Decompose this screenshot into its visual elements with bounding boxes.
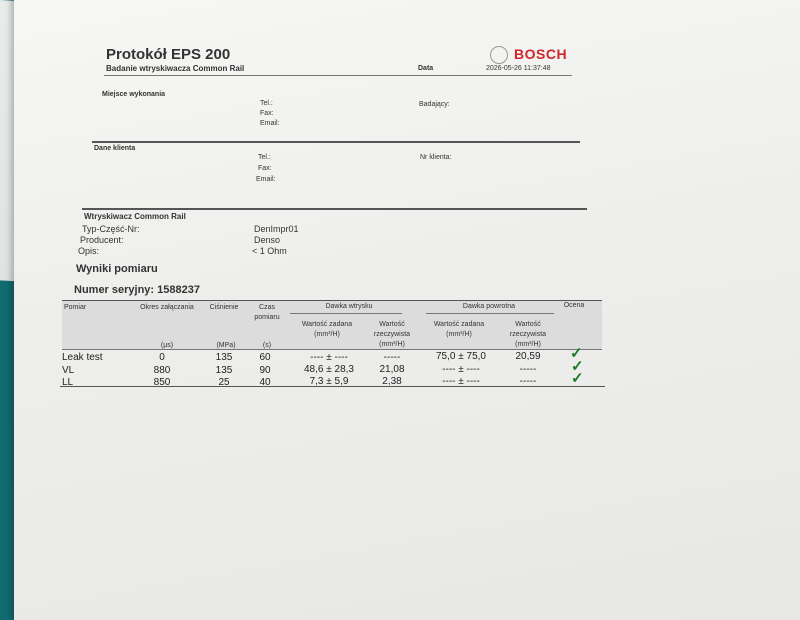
row-wz2: 75,0 ± 75,0 [436,351,486,362]
client-fax: Fax: [258,165,272,172]
results-heading: Wyniki pomiaru [76,263,158,275]
row-wr1: 2,38 [382,376,402,387]
check-icon: ✓ [570,345,583,362]
client-number-label: Nr klienta: [420,154,452,161]
place-tel: Tel.: [260,100,273,107]
col-wz1-header: Wartość zadana (mm³/H) [301,321,353,338]
row-wz2: ---- ± ---- [442,376,480,387]
document-title: Protokół EPS 200 [106,46,231,63]
row-cisnienie: 25 [218,377,230,388]
document-subtitle: Badanie wtryskiwacza Common Rail [106,64,245,73]
col-dawka-powrotna-header: Dawka powrotna [462,303,516,310]
cisnienie-unit: (MPa) [216,342,236,349]
check-icon: ✓ [571,358,584,375]
col-wz2-header: Wartość zadana (mm³/H) [433,321,485,338]
row-wr2: ----- [519,376,537,387]
row-wz1: ---- ± ---- [310,352,348,363]
description-label: Opis: [78,246,100,256]
producer-value: Denso [254,235,281,245]
producer-label: Producent: [80,235,124,245]
row-name: LL [62,377,74,388]
check-icon: ✓ [571,370,584,387]
row-wz1: 48,6 ± 28,3 [304,364,354,375]
bosch-logo-icon [490,46,508,64]
row-okres: 0 [159,352,165,363]
row-wz2: ---- ± ---- [442,364,480,375]
row-wr1: 21,08 [379,364,405,375]
col-wr2-header: Wartość rzeczywista (mm³/H) [509,321,547,348]
row-okres: 880 [153,365,171,376]
row-wr2: ----- [519,364,537,375]
col-dawka-wtrysku-header: Dawka wtrysku [325,303,373,310]
description-value: < 1 Ohm [252,246,287,256]
date-value: 2026-05-26 11:37:48 [486,65,551,72]
row-name: Leak test [62,352,103,363]
col-ocena-header: Ocena [563,302,585,309]
place-heading: Miejsce wykonania [102,91,166,98]
col-czas-header: Czas pomiaru [254,304,280,321]
serial-number: Numer seryjny: 1588237 [74,284,200,296]
okres-unit: (µs) [160,342,174,349]
row-cisnienie: 135 [215,352,233,363]
col-cisnienie-header: Ciśnienie [209,304,239,311]
brand-name: BOSCH [514,46,568,62]
date-label: Data [418,65,434,72]
place-divider [92,141,580,143]
row-czas: 60 [259,352,271,363]
col-pomiar-header: Pomiar [64,304,87,311]
row-wr1: ----- [383,352,401,363]
row-wr2: 20,59 [515,351,541,362]
protocol-sheet [14,0,800,620]
row-czas: 90 [259,365,271,376]
type-label: Typ-Część-Nr: [82,224,140,234]
place-fax: Fax: [260,110,274,117]
row-wz1: 7,3 ± 5,9 [309,376,349,387]
col-okres-header: Okres załączania [140,304,194,311]
dawka-wtrysku-rule [290,313,402,314]
col-wr1-header: Wartość rzeczywista (mm³/H) [373,321,411,348]
row-czas: 40 [259,377,271,388]
row-okres: 850 [153,377,171,388]
injector-heading: Wtryskiwacz Common Rail [84,212,186,221]
table-top-rule [62,300,602,301]
type-value: DenImpr01 [254,224,299,234]
client-tel: Tel.: [258,154,271,161]
row-name: VL [62,365,75,376]
czas-unit: (s) [262,342,272,349]
dawka-powrotna-rule [426,313,554,314]
row-cisnienie: 135 [215,365,233,376]
client-divider [82,208,587,210]
client-email: Email: [256,176,276,183]
header-divider [104,75,572,76]
place-email: Email: [260,120,280,127]
client-heading: Dane klienta [94,145,136,152]
tester-label: Badający: [419,101,450,108]
